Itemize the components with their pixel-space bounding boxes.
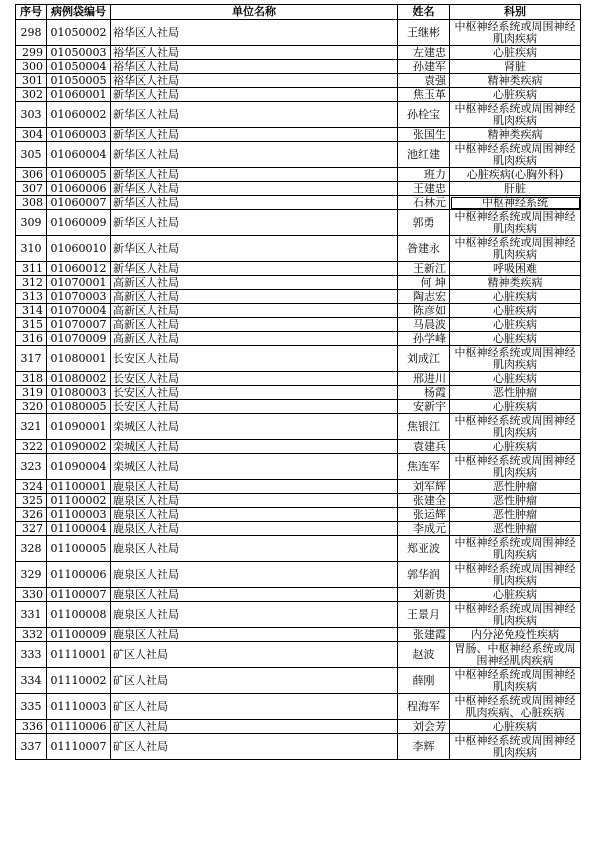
cell-department[interactable]: 中枢神经系统或周围神经肌肉疾病 [450,734,581,760]
cell-index[interactable]: 323 [16,454,47,480]
header-person-name: 姓名 [398,5,450,20]
cell-unit-name[interactable]: 矿区人社局 [111,668,398,694]
cell-index[interactable]: 311 [16,262,47,276]
cell-department[interactable]: 心脏疾病 [450,720,581,734]
header-case-number: 病例袋编号 [47,5,111,20]
cell-case-number[interactable]: 01100009 [47,628,111,642]
cell-unit-name[interactable]: 新华区人社局 [111,88,398,102]
cell-case-number[interactable]: 01060010 [47,236,111,262]
cell-person-name[interactable]: 班力 [398,168,450,182]
table-row [16,276,581,290]
cell-department[interactable]: 中枢神经系统或周围神经肌肉疾病 [450,414,581,440]
table-row [16,346,581,372]
table-row [16,74,581,88]
cell-department[interactable]: 恶性肿瘤 [450,494,581,508]
cell-person-name[interactable]: 薛刚 [398,668,450,694]
table-row [16,536,581,562]
cell-index[interactable]: 312 [16,276,47,290]
cell-unit-name[interactable]: 鹿泉区人社局 [111,536,398,562]
table-row [16,128,581,142]
cell-unit-name[interactable]: 矿区人社局 [111,642,398,668]
table-row [16,304,581,318]
cell-department[interactable]: 心脏疾病 [450,304,581,318]
cell-unit-name[interactable]: 长安区人社局 [111,372,398,386]
cell-index[interactable]: 321 [16,414,47,440]
cell-index[interactable]: 329 [16,562,47,588]
table-row [16,88,581,102]
table-row [16,480,581,494]
cell-index[interactable]: 306 [16,168,47,182]
cell-department[interactable]: 恶性肿瘤 [450,522,581,536]
cell-unit-name[interactable]: 新华区人社局 [111,196,398,210]
cell-department[interactable]: 恶性肿瘤 [450,508,581,522]
cell-case-number[interactable]: 01060006 [47,182,111,196]
cell-department[interactable]: 心脏疾病(心胸外科) [450,168,581,182]
cell-department[interactable]: 中枢神经系统或周围神经肌肉疾病 [450,536,581,562]
cell-case-number[interactable]: 01060002 [47,102,111,128]
cell-person-name[interactable]: 郭华润 [398,562,450,588]
cell-department[interactable]: 中枢神经系统或周围神经肌肉疾病 [450,210,581,236]
cell-unit-name[interactable]: 栾城区人社局 [111,414,398,440]
cell-department[interactable]: 呼吸困难 [450,262,581,276]
cell-unit-name[interactable]: 鹿泉区人社局 [111,602,398,628]
cell-unit-name[interactable]: 鹿泉区人社局 [111,628,398,642]
cell-unit-name[interactable]: 新华区人社局 [111,128,398,142]
cell-index[interactable]: 327 [16,522,47,536]
cell-index[interactable]: 298 [16,20,47,46]
cell-unit-name[interactable]: 裕华区人社局 [111,74,398,88]
cell-person-name[interactable]: 焦玉革 [398,88,450,102]
table-row [16,182,581,196]
cell-unit-name[interactable]: 新华区人社局 [111,262,398,276]
header-department: 科别 [450,5,581,20]
cell-department[interactable]: 心脏疾病 [450,88,581,102]
table-row [16,262,581,276]
cell-unit-name[interactable]: 栾城区人社局 [111,440,398,454]
case-table [15,4,581,760]
cell-unit-name[interactable]: 长安区人社局 [111,400,398,414]
cell-person-name[interactable]: 池红建 [398,142,450,168]
cell-department[interactable]: 中枢神经系统或周围神经肌肉疾病 [450,20,581,46]
cell-department[interactable]: 心脏疾病 [450,332,581,346]
table-row [16,318,581,332]
table-row [16,46,581,60]
cell-person-name[interactable]: 杨霞 [398,386,450,400]
table-row [16,720,581,734]
table-row [16,494,581,508]
cell-person-name[interactable]: 孙栓宝 [398,102,450,128]
cell-person-name[interactable]: 陈彦如 [398,304,450,318]
table-row [16,210,581,236]
cell-index[interactable]: 317 [16,346,47,372]
cell-index[interactable]: 302 [16,88,47,102]
cell-person-name[interactable]: 郭勇 [398,210,450,236]
table-row [16,454,581,480]
table-row [16,372,581,386]
cell-unit-name[interactable]: 鹿泉区人社局 [111,522,398,536]
cell-person-name[interactable]: 石林元 [398,196,450,210]
cell-unit-name[interactable]: 新华区人社局 [111,102,398,128]
cell-person-name[interactable]: 王新江 [398,262,450,276]
table-row [16,290,581,304]
cell-case-number[interactable]: 01080001 [47,346,111,372]
cell-unit-name[interactable]: 新华区人社局 [111,142,398,168]
cell-person-name[interactable]: 孙建军 [398,60,450,74]
cell-case-number[interactable]: 01050003 [47,46,111,60]
cell-person-name[interactable]: 左建忠 [398,46,450,60]
cell-index[interactable]: 326 [16,508,47,522]
cell-case-number[interactable]: 01070004 [47,304,111,318]
table-row [16,60,581,74]
table-row [16,642,581,668]
cell-person-name[interactable]: 程海军 [398,694,450,720]
cell-department[interactable]: 心脏疾病 [450,588,581,602]
cell-case-number[interactable]: 01050005 [47,74,111,88]
cell-unit-name[interactable]: 鹿泉区人社局 [111,588,398,602]
cell-unit-name[interactable]: 高新区人社局 [111,332,398,346]
cell-index[interactable]: 316 [16,332,47,346]
cell-person-name[interactable]: 郑亚波 [398,536,450,562]
table-row [16,694,581,720]
cell-index[interactable]: 336 [16,720,47,734]
cell-department[interactable]: 中枢神经系统或周围神经肌肉疾病 [450,346,581,372]
cell-department[interactable]: 恶性肿瘤 [450,386,581,400]
cell-case-number[interactable]: 01110001 [47,642,111,668]
cell-index[interactable]: 305 [16,142,47,168]
table-row [16,142,581,168]
cell-person-name[interactable]: 刘新贵 [398,588,450,602]
cell-department[interactable]: 内分泌免疫性疾病 [450,628,581,642]
cell-department[interactable]: 肝脏 [450,182,581,196]
cell-department[interactable]: 恶性肿瘤 [450,480,581,494]
cell-case-number[interactable]: 01060004 [47,142,111,168]
table-row [16,386,581,400]
cell-case-number[interactable]: 01050004 [47,60,111,74]
cell-unit-name[interactable]: 矿区人社局 [111,720,398,734]
cell-person-name[interactable]: 昝建永 [398,236,450,262]
cell-index[interactable]: 334 [16,668,47,694]
cell-index[interactable]: 310 [16,236,47,262]
table-row [16,668,581,694]
header-unit-name: 单位名称 [111,5,398,20]
cell-index[interactable]: 319 [16,386,47,400]
cell-person-name[interactable]: 张建全 [398,494,450,508]
cell-case-number[interactable]: 01100001 [47,480,111,494]
cell-index[interactable]: 307 [16,182,47,196]
table-row [16,20,581,46]
cell-department[interactable]: 中枢神经系统或周围神经肌肉疾病、心脏疾病 [450,694,581,720]
cell-person-name[interactable]: 刘军辉 [398,480,450,494]
cell-department[interactable]: 中枢神经系统或周围神经肌肉疾病 [450,142,581,168]
table-row [16,332,581,346]
cell-index[interactable]: 320 [16,400,47,414]
table-row [16,602,581,628]
cell-index[interactable]: 333 [16,642,47,668]
cell-case-number[interactable]: 01050002 [47,20,111,46]
table-row [16,196,581,210]
cell-index[interactable]: 330 [16,588,47,602]
cell-case-number[interactable]: 01080003 [47,386,111,400]
cell-person-name[interactable]: 袁强 [398,74,450,88]
cell-index[interactable]: 335 [16,694,47,720]
cell-person-name[interactable]: 张国生 [398,128,450,142]
table-row [16,440,581,454]
cell-person-name[interactable]: 李成元 [398,522,450,536]
cell-department[interactable]: 心脏疾病 [450,46,581,60]
cell-unit-name[interactable]: 新华区人社局 [111,182,398,196]
cell-person-name[interactable]: 安新宇 [398,400,450,414]
cell-index[interactable]: 325 [16,494,47,508]
header-row [16,5,581,20]
cell-unit-name[interactable]: 新华区人社局 [111,236,398,262]
cell-department[interactable]: 肾脏 [450,60,581,74]
cell-index[interactable]: 332 [16,628,47,642]
cell-index[interactable]: 301 [16,74,47,88]
table-row [16,168,581,182]
cell-unit-name[interactable]: 矿区人社局 [111,734,398,760]
cell-person-name[interactable]: 刘成江 [398,346,450,372]
table-row [16,400,581,414]
cell-index[interactable]: 299 [16,46,47,60]
table-row [16,414,581,440]
table-row [16,588,581,602]
cell-index[interactable]: 313 [16,290,47,304]
cell-index[interactable]: 318 [16,372,47,386]
cell-unit-name[interactable]: 新华区人社局 [111,210,398,236]
cell-unit-name[interactable]: 高新区人社局 [111,276,398,290]
cell-department[interactable]: 精神类疾病 [450,128,581,142]
cell-case-number[interactable]: 01060012 [47,262,111,276]
cell-unit-name[interactable]: 长安区人社局 [111,346,398,372]
cell-case-number[interactable]: 01100008 [47,602,111,628]
cell-case-number[interactable]: 01070001 [47,276,111,290]
cell-case-number[interactable]: 01110006 [47,720,111,734]
cell-case-number[interactable]: 01070009 [47,332,111,346]
cell-case-number[interactable]: 01110003 [47,694,111,720]
cell-person-name[interactable]: 陶志宏 [398,290,450,304]
cell-case-number[interactable]: 01100002 [47,494,111,508]
cell-person-name[interactable]: 邢进川 [398,372,450,386]
cell-person-name[interactable]: 王景月 [398,602,450,628]
cell-department[interactable]: 心脏疾病 [450,400,581,414]
cell-unit-name[interactable]: 新华区人社局 [111,168,398,182]
cell-case-number[interactable]: 01060001 [47,88,111,102]
table-row [16,236,581,262]
cell-department[interactable]: 中枢神经系统或周围神经肌肉疾病 [450,102,581,128]
cell-case-number[interactable]: 01080005 [47,400,111,414]
cell-unit-name[interactable]: 栾城区人社局 [111,454,398,480]
cell-person-name[interactable]: 王建忠 [398,182,450,196]
cell-index[interactable]: 309 [16,210,47,236]
table-row [16,102,581,128]
cell-person-name[interactable]: 赵波 [398,642,450,668]
cell-unit-name[interactable]: 裕华区人社局 [111,46,398,60]
cell-department[interactable]: 中枢神经系统或周围神经肌肉疾病 [450,454,581,480]
cell-index[interactable]: 331 [16,602,47,628]
cell-person-name[interactable]: 刘会芳 [398,720,450,734]
header-index: 序号 [16,5,47,20]
cell-case-number[interactable]: 01060009 [47,210,111,236]
cell-case-number[interactable]: 01100003 [47,508,111,522]
table-row [16,628,581,642]
table-row [16,522,581,536]
cell-case-number[interactable]: 01110007 [47,734,111,760]
table-row [16,734,581,760]
cell-case-number[interactable]: 01100004 [47,522,111,536]
cell-index[interactable]: 300 [16,60,47,74]
cell-index[interactable]: 303 [16,102,47,128]
cell-unit-name[interactable]: 高新区人社局 [111,290,398,304]
cell-case-number[interactable]: 01110002 [47,668,111,694]
cell-case-number[interactable]: 01060003 [47,128,111,142]
cell-department[interactable]: 中枢神经系统 [450,196,581,210]
cell-case-number[interactable]: 01080002 [47,372,111,386]
cell-department[interactable]: 心脏疾病 [450,290,581,304]
cell-index[interactable]: 324 [16,480,47,494]
cell-person-name[interactable]: 何 坤 [398,276,450,290]
cell-unit-name[interactable]: 高新区人社局 [111,318,398,332]
cell-unit-name[interactable]: 鹿泉区人社局 [111,562,398,588]
cell-index[interactable]: 304 [16,128,47,142]
cell-unit-name[interactable]: 鹿泉区人社局 [111,480,398,494]
cell-department[interactable]: 胃肠、中枢神经系统或周围神经肌肉疾病 [450,642,581,668]
cell-case-number[interactable]: 01060005 [47,168,111,182]
table-row [16,508,581,522]
cell-index[interactable]: 308 [16,196,47,210]
cell-department[interactable]: 中枢神经系统或周围神经肌肉疾病 [450,602,581,628]
cell-department[interactable]: 中枢神经系统或周围神经肌肉疾病 [450,668,581,694]
cell-department[interactable]: 中枢神经系统或周围神经肌肉疾病 [450,562,581,588]
cell-index[interactable]: 328 [16,536,47,562]
cell-department[interactable]: 心脏疾病 [450,372,581,386]
cell-case-number[interactable]: 01060007 [47,196,111,210]
cell-index[interactable]: 315 [16,318,47,332]
table-body [16,20,581,760]
cell-person-name[interactable]: 焦连军 [398,454,450,480]
cell-case-number[interactable]: 01090002 [47,440,111,454]
cell-case-number[interactable]: 01100005 [47,536,111,562]
cell-person-name[interactable]: 张运辉 [398,508,450,522]
cell-index[interactable]: 322 [16,440,47,454]
cell-person-name[interactable]: 焦银江 [398,414,450,440]
cell-index[interactable]: 314 [16,304,47,318]
cell-index[interactable]: 337 [16,734,47,760]
cell-unit-name[interactable]: 高新区人社局 [111,304,398,318]
cell-case-number[interactable]: 01100007 [47,588,111,602]
cell-department[interactable]: 中枢神经系统或周围神经肌肉疾病 [450,236,581,262]
cell-person-name[interactable]: 孙学峰 [398,332,450,346]
cell-case-number[interactable]: 01100006 [47,562,111,588]
cell-unit-name[interactable]: 矿区人社局 [111,694,398,720]
cell-unit-name[interactable]: 鹿泉区人社局 [111,494,398,508]
cell-department[interactable]: 精神类疾病 [450,276,581,290]
cell-case-number[interactable]: 01090004 [47,454,111,480]
cell-case-number[interactable]: 01090001 [47,414,111,440]
cell-unit-name[interactable]: 裕华区人社局 [111,60,398,74]
cell-case-number[interactable]: 01070003 [47,290,111,304]
table-row [16,562,581,588]
cell-department[interactable]: 心脏疾病 [450,318,581,332]
cell-unit-name[interactable]: 长安区人社局 [111,386,398,400]
cell-department[interactable]: 心脏疾病 [450,440,581,454]
cell-person-name[interactable]: 李辉 [398,734,450,760]
cell-unit-name[interactable]: 鹿泉区人社局 [111,508,398,522]
cell-case-number[interactable]: 01070007 [47,318,111,332]
cell-person-name[interactable]: 张建霞 [398,628,450,642]
cell-department[interactable]: 精神类疾病 [450,74,581,88]
cell-unit-name[interactable]: 裕华区人社局 [111,20,398,46]
cell-person-name[interactable]: 袁建兵 [398,440,450,454]
cell-person-name[interactable]: 王继彬 [398,20,450,46]
cell-person-name[interactable]: 马晨波 [398,318,450,332]
